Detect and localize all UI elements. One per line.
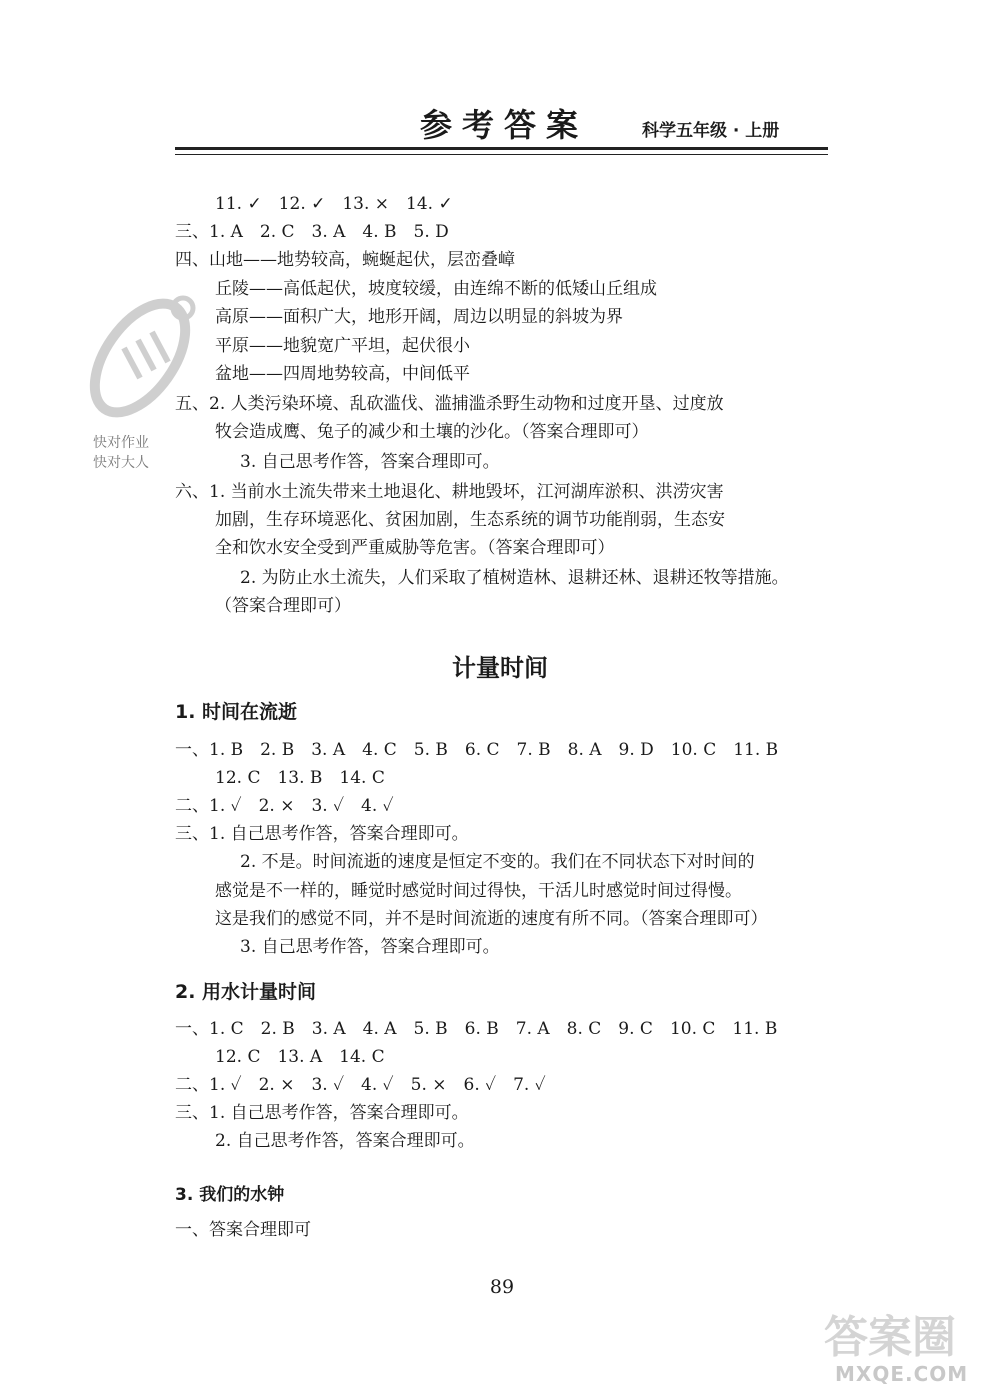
answer-line: 11. ✓ 12. ✓ 13. × 14. ✓: [215, 194, 453, 214]
watermark-left-line1: 快对作业: [93, 435, 149, 451]
watermark-right-logo-text: 答案圈: [824, 1312, 956, 1363]
answer-line: 2. 自己思考作答，答案合理即可。: [215, 1131, 475, 1151]
watermark-left-line2: 快对大人: [93, 455, 149, 471]
answer-line: 丘陵——高低起伏，坡度较缓，由连绵不断的低矮山丘组成: [215, 279, 657, 299]
page-title: 参考答案: [420, 106, 589, 144]
page-number: 89: [489, 1276, 515, 1298]
answer-line: 盆地——四周地势较高，中间低平: [215, 364, 470, 384]
answer-line: 12. C 13. A 14. C: [215, 1047, 385, 1067]
subject-label: 科学五年级 · 上册: [642, 121, 780, 141]
lesson-title: 1. 时间在流逝: [175, 701, 298, 723]
lesson-title: 3. 我们的水钟: [175, 1185, 285, 1205]
answer-line: 3. 自己思考作答，答案合理即可。: [240, 937, 500, 957]
answer-line: 感觉是不一样的，睡觉时感觉时间过得快，干活儿时感觉时间过得慢。: [215, 881, 742, 901]
answer-line: 六、1. 当前水土流失带来土地退化、耕地毁坏，江河湖库淤积、洪涝灾害: [175, 482, 724, 502]
answer-line: 三、1. 自己思考作答，答案合理即可。: [175, 1103, 469, 1123]
answer-line: 高原——面积广大，地形开阔，周边以明显的斜坡为界: [215, 307, 623, 327]
header-rule-thick: [175, 147, 828, 150]
answer-line: 这是我们的感觉不同，并不是时间流逝的速度有所不同。（答案合理即可）: [215, 909, 768, 929]
answer-line: 加剧，生存环境恶化、贫困加剧，生态系统的调节功能削弱，生态安: [215, 510, 725, 530]
answer-line: 2. 不是。时间流逝的速度是恒定不变的。我们在不同状态下对时间的: [240, 852, 755, 872]
answer-line: 三、1. 自己思考作答，答案合理即可。: [175, 824, 469, 844]
answer-line: 平原——地貌宽广平坦，起伏很小: [215, 336, 470, 356]
answer-line: 五、2. 人类污染环境、乱砍滥伐、滥捕滥杀野生动物和过度开垦、过度放: [175, 394, 724, 414]
lesson-title: 2. 用水计量时间: [175, 981, 317, 1003]
answer-line: 二、1. ✓ 2. × 3. ✓ 4. ✓: [175, 796, 394, 816]
answer-line: 一、1. B 2. B 3. A 4. C 5. B 6. C 7. B 8. A 9. D 10. C 11. B: [175, 740, 779, 760]
answer-line: 一、答案合理即可: [175, 1220, 311, 1240]
answer-line: 四、山地——地势较高，蜿蜒起伏，层峦叠嶂: [175, 250, 515, 270]
answer-line: 全和饮水安全受到严重威胁等危害。（答案合理即可）: [215, 538, 615, 558]
answer-line: 二、1. ✓ 2. × 3. ✓ 4. ✓ 5. × 6. ✓ 7. ✓: [175, 1075, 546, 1095]
answer-line: 3. 自己思考作答，答案合理即可。: [240, 452, 500, 472]
answer-line: 一、1. C 2. B 3. A 4. A 5. B 6. B 7. A 8. C 9. C 10. C 11. B: [175, 1019, 778, 1039]
answer-line: 12. C 13. B 14. C: [215, 768, 385, 788]
answer-line: （答案合理即可）: [215, 596, 351, 616]
answer-line: 三、1. A 2. C 3. A 4. B 5. D: [175, 222, 449, 242]
section-title: 计量时间: [452, 654, 548, 682]
answer-line: 牧会造成鹰、兔子的减少和土壤的沙化。（答案合理即可）: [215, 422, 649, 442]
watermark-right-site: MXQE.COM: [835, 1362, 969, 1386]
header-rule-thin: [175, 154, 828, 155]
answer-line: 2. 为防止水土流失，人们采取了植树造林、退耕还林、退耕还牧等措施。: [240, 568, 789, 588]
